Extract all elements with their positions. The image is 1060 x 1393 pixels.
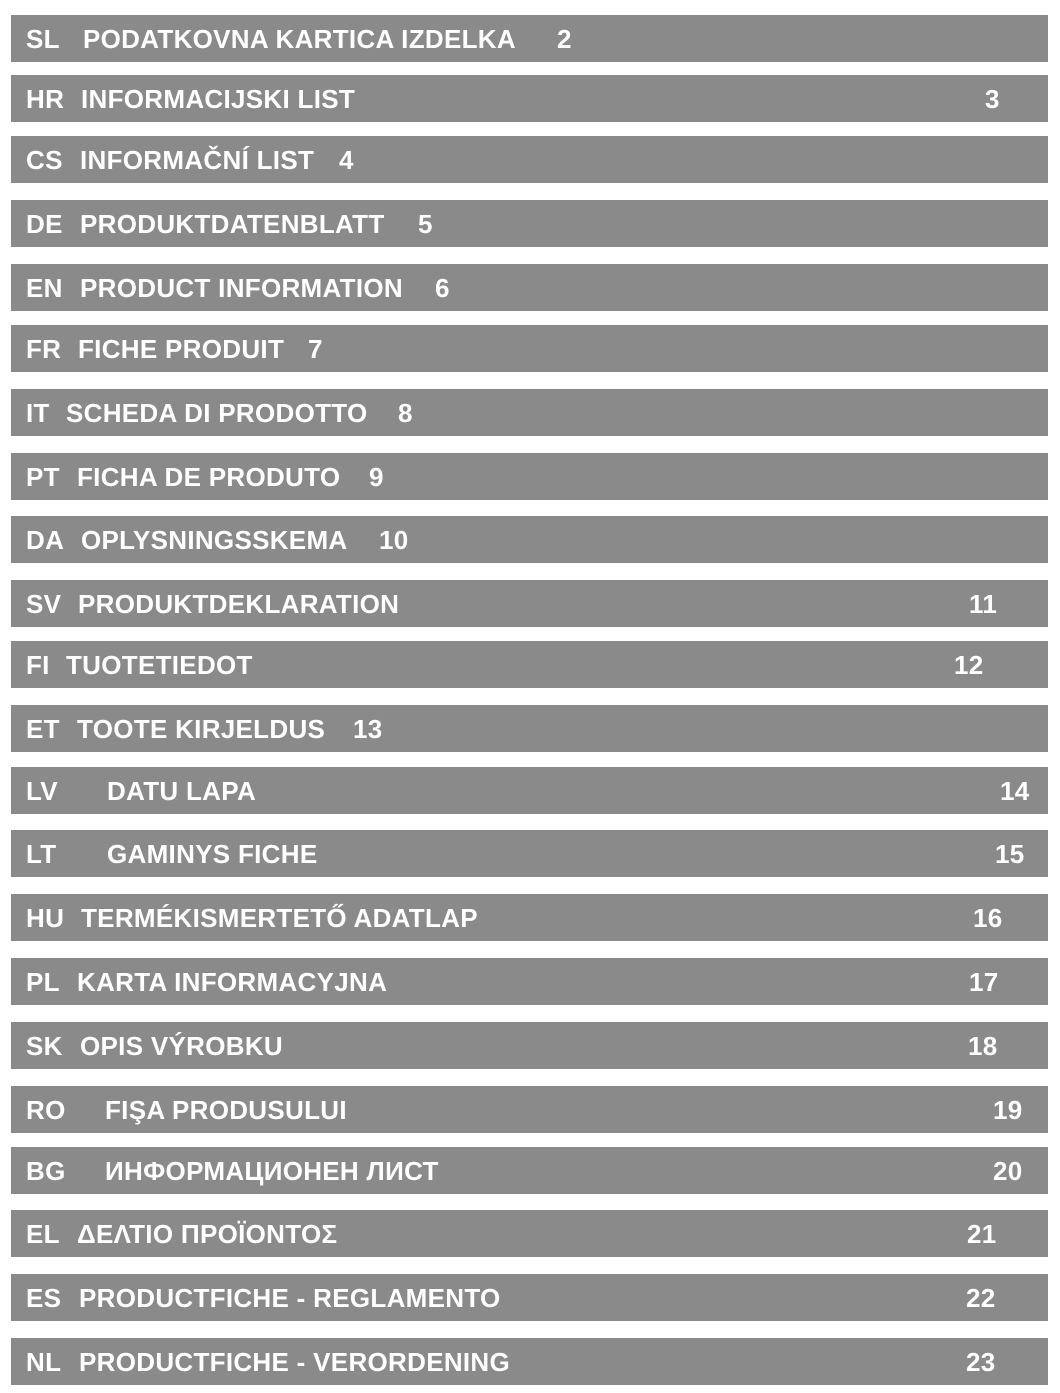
page-number: 19 xyxy=(993,1094,1023,1125)
language-code: LV xyxy=(26,775,58,806)
language-code: FR xyxy=(26,333,62,364)
toc-row-hr[interactable] xyxy=(11,75,1048,122)
page-number: 22 xyxy=(966,1282,996,1313)
language-code: SK xyxy=(26,1030,63,1061)
page-number: 14 xyxy=(1000,775,1030,806)
section-title: SCHEDA DI PRODOTTO xyxy=(66,397,368,428)
language-code: SV xyxy=(26,588,62,619)
page-number: 9 xyxy=(369,461,384,492)
language-code: HU xyxy=(26,902,65,933)
language-code: RO xyxy=(26,1094,66,1125)
language-code: ET xyxy=(26,713,60,744)
language-code: HR xyxy=(26,83,65,114)
page-number: 2 xyxy=(557,23,572,54)
language-code: LT xyxy=(26,838,57,869)
toc-row-hu[interactable] xyxy=(11,894,1048,941)
section-title: INFORMAČNÍ LIST xyxy=(80,144,315,175)
page-number: 23 xyxy=(966,1346,996,1377)
toc-row-el[interactable] xyxy=(11,1210,1048,1257)
toc-row-pl[interactable] xyxy=(11,958,1048,1005)
section-title: INFORMACIJSKI LIST xyxy=(81,83,356,114)
toc-row-de[interactable] xyxy=(11,200,1048,247)
language-code: EL xyxy=(26,1218,60,1249)
toc-row-ro[interactable] xyxy=(11,1086,1048,1133)
toc-row-pt[interactable] xyxy=(11,453,1048,500)
page-number: 12 xyxy=(954,649,984,680)
section-title: PRODUCT INFORMATION xyxy=(80,272,403,303)
toc-row-et[interactable] xyxy=(11,705,1048,752)
language-code: BG xyxy=(26,1155,66,1186)
page-number: 18 xyxy=(968,1030,998,1061)
section-title: PRODUCTFICHE - VERORDENING xyxy=(79,1346,511,1377)
section-title: PRODUKTDATENBLATT xyxy=(80,208,385,239)
section-title: OPIS VÝROBKU xyxy=(80,1030,283,1061)
page-number: 6 xyxy=(435,272,450,303)
section-title: TUOTETIEDOT xyxy=(66,649,253,680)
toc-row-fr[interactable] xyxy=(11,325,1048,372)
section-title: FIŞA PRODUSULUI xyxy=(105,1094,347,1125)
language-code: SL xyxy=(26,23,60,54)
page-number: 17 xyxy=(969,966,999,997)
page-number: 16 xyxy=(973,902,1003,933)
toc-row-fi[interactable] xyxy=(11,641,1048,688)
toc-row-es[interactable] xyxy=(11,1274,1048,1321)
page-number: 4 xyxy=(339,144,354,175)
language-code: DA xyxy=(26,524,65,555)
page-number: 11 xyxy=(969,588,998,619)
toc-row-cs[interactable] xyxy=(11,136,1048,183)
section-title: FICHA DE PRODUTO xyxy=(77,461,341,492)
toc-row-lt[interactable] xyxy=(11,830,1048,877)
page-number: 13 xyxy=(353,713,383,744)
section-title: PODATKOVNA KARTICA IZDELKA xyxy=(83,23,516,54)
page-number: 15 xyxy=(995,838,1025,869)
section-title: DATU LAPA xyxy=(107,775,257,806)
language-code: NL xyxy=(26,1346,62,1377)
toc-row-it[interactable] xyxy=(11,389,1048,436)
section-title: PRODUKTDEKLARATION xyxy=(78,588,400,619)
language-code: IT xyxy=(26,397,50,428)
toc-row-sl[interactable] xyxy=(11,15,1048,62)
section-title: KARTA INFORMACYJNA xyxy=(77,966,388,997)
page-number: 21 xyxy=(967,1218,997,1249)
page-number: 7 xyxy=(308,333,323,364)
toc-row-lv[interactable] xyxy=(11,767,1048,814)
language-code: PT xyxy=(26,461,60,492)
page-number: 5 xyxy=(418,208,433,239)
language-code: CS xyxy=(26,144,63,175)
section-title: TERMÉKISMERTETŐ ADATLAP xyxy=(81,902,478,933)
section-title: PRODUCTFICHE - REGLAMENTO xyxy=(79,1282,501,1313)
section-title: OPLYSNINGSSKEMA xyxy=(81,524,348,555)
language-code: DE xyxy=(26,208,63,239)
toc-row-da[interactable] xyxy=(11,516,1048,563)
language-code: FI xyxy=(26,649,50,680)
section-title: ИНФОРМАЦИОНЕН ЛИСТ xyxy=(105,1155,439,1186)
language-code: EN xyxy=(26,272,63,303)
section-title: TOOTE KIRJELDUS xyxy=(77,713,326,744)
toc-row-sv[interactable] xyxy=(11,580,1048,627)
page-number: 3 xyxy=(985,83,1000,114)
page-number: 10 xyxy=(379,524,409,555)
section-title: GAMINYS FICHE xyxy=(107,838,318,869)
toc-row-bg[interactable] xyxy=(11,1147,1048,1194)
section-title: ΔΕΛΤΙΟ ΠΡΟΪΟΝΤΟΣ xyxy=(77,1218,338,1249)
language-code: ES xyxy=(26,1282,62,1313)
toc-row-nl[interactable] xyxy=(11,1338,1048,1385)
toc-row-en[interactable] xyxy=(11,264,1048,311)
page-number: 8 xyxy=(398,397,413,428)
language-code: PL xyxy=(26,966,60,997)
page-number: 20 xyxy=(993,1155,1023,1186)
toc-row-sk[interactable] xyxy=(11,1022,1048,1069)
section-title: FICHE PRODUIT xyxy=(78,333,285,364)
